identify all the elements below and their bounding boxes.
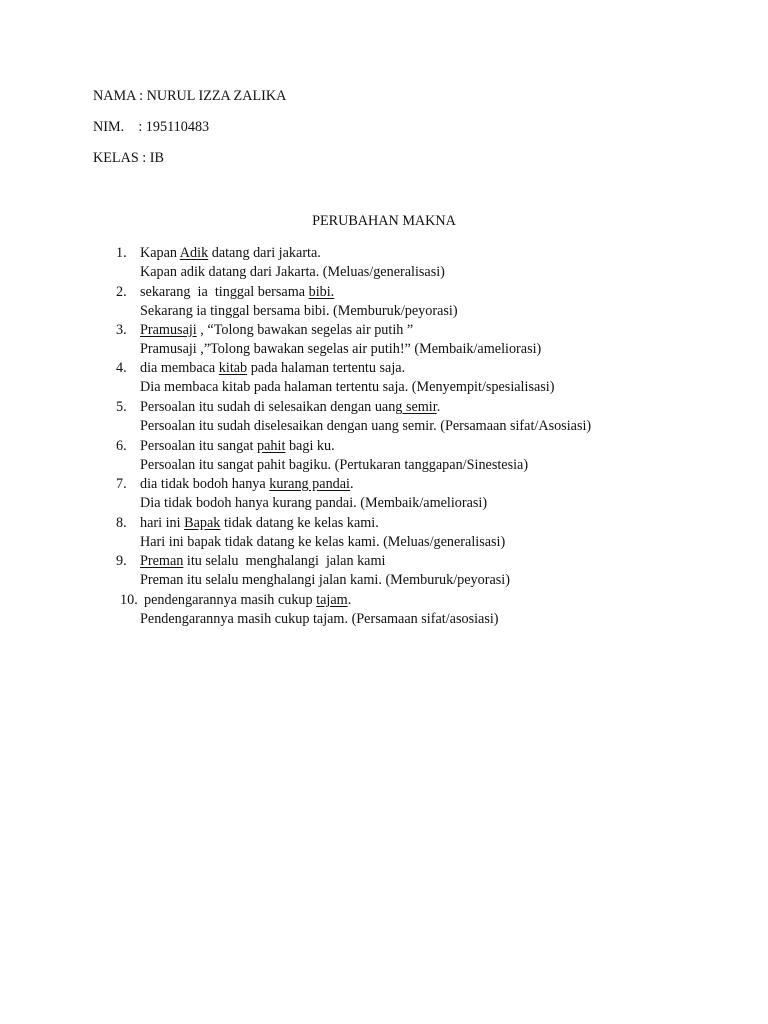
student-nim: NIM. : 195110483 <box>93 119 210 135</box>
highlighted-word: Pramusaji <box>140 322 197 338</box>
item-number: 9. <box>116 553 127 569</box>
example-sentence: Kapan Adik datang dari jakarta. <box>140 245 321 261</box>
highlighted-word: kitab <box>218 360 248 376</box>
example-sentence: Preman itu selalu menghalangi jalan kami <box>140 553 386 569</box>
example-sentence: Persoalan itu sangat pahit bagi ku. <box>140 438 335 454</box>
example-sentence: Persoalan itu sudah di selesaikan dengan uang semir. <box>140 399 441 415</box>
item-number: 5. <box>116 399 127 415</box>
item-number: 8. <box>116 515 127 531</box>
highlighted-word: bibi. <box>308 284 335 300</box>
highlighted-word: Adik <box>179 245 209 261</box>
corrected-sentence: Dia membaca kitab pada halaman tertentu saja. (Menyempit/spesialisasi) <box>140 379 555 395</box>
highlighted-word: pahit <box>257 438 286 454</box>
corrected-sentence: Kapan adik datang dari Jakarta. (Meluas/generalisasi) <box>140 264 445 280</box>
item-number: 1. <box>116 245 127 261</box>
corrected-sentence: Hari ini bapak tidak datang ke kelas kami. (Meluas/generalisasi) <box>140 534 506 550</box>
highlighted-word: Preman <box>140 553 184 569</box>
example-sentence: dia tidak bodoh hanya kurang pandai. <box>140 476 354 492</box>
example-sentence: sekarang ia tinggal bersama bibi. <box>140 284 335 300</box>
item-number: 10. <box>120 592 138 608</box>
example-sentence: hari ini Bapak tidak datang ke kelas kami. <box>140 515 379 531</box>
example-sentence: pendengarannya masih cukup tajam. <box>144 592 352 608</box>
corrected-sentence: Pendengarannya masih cukup tajam. (Persamaan sifat/asosiasi) <box>140 611 499 627</box>
item-number: 6. <box>116 438 127 454</box>
item-number: 4. <box>116 360 127 376</box>
corrected-sentence: Persoalan itu sudah diselesaikan dengan uang semir. (Persamaan sifat/Asosiasi) <box>140 418 592 434</box>
student-name: NAMA : NURUL IZZA ZALIKA <box>93 88 287 104</box>
item-number: 2. <box>116 284 127 300</box>
student-class: KELAS : IB <box>93 150 164 166</box>
document-title: PERUBAHAN MAKNA <box>312 213 456 229</box>
corrected-sentence: Pramusaji ,”Tolong bawakan segelas air putih!” (Membaik/ameliorasi) <box>140 341 542 357</box>
highlighted-word: tajam <box>316 592 348 608</box>
example-sentence: dia membaca kitab pada halaman tertentu saja. <box>140 360 406 376</box>
corrected-sentence: Sekarang ia tinggal bersama bibi. (Memburuk/peyorasi) <box>140 303 458 319</box>
item-number: 3. <box>116 322 127 338</box>
corrected-sentence: Persoalan itu sangat pahit bagiku. (Pertukaran tanggapan/Sinestesia) <box>140 457 529 473</box>
example-sentence: Pramusaji , “Tolong bawakan segelas air putih ” <box>140 322 414 338</box>
highlighted-word: Bapak <box>184 515 221 531</box>
highlighted-word: kurang pandai <box>269 476 350 492</box>
highlighted-word: semir <box>402 399 437 415</box>
corrected-sentence: Preman itu selalu menghalangi jalan kami. (Memburuk/peyorasi) <box>140 572 510 588</box>
item-number: 7. <box>116 476 127 492</box>
corrected-sentence: Dia tidak bodoh hanya kurang pandai. (Membaik/ameliorasi) <box>140 495 488 511</box>
